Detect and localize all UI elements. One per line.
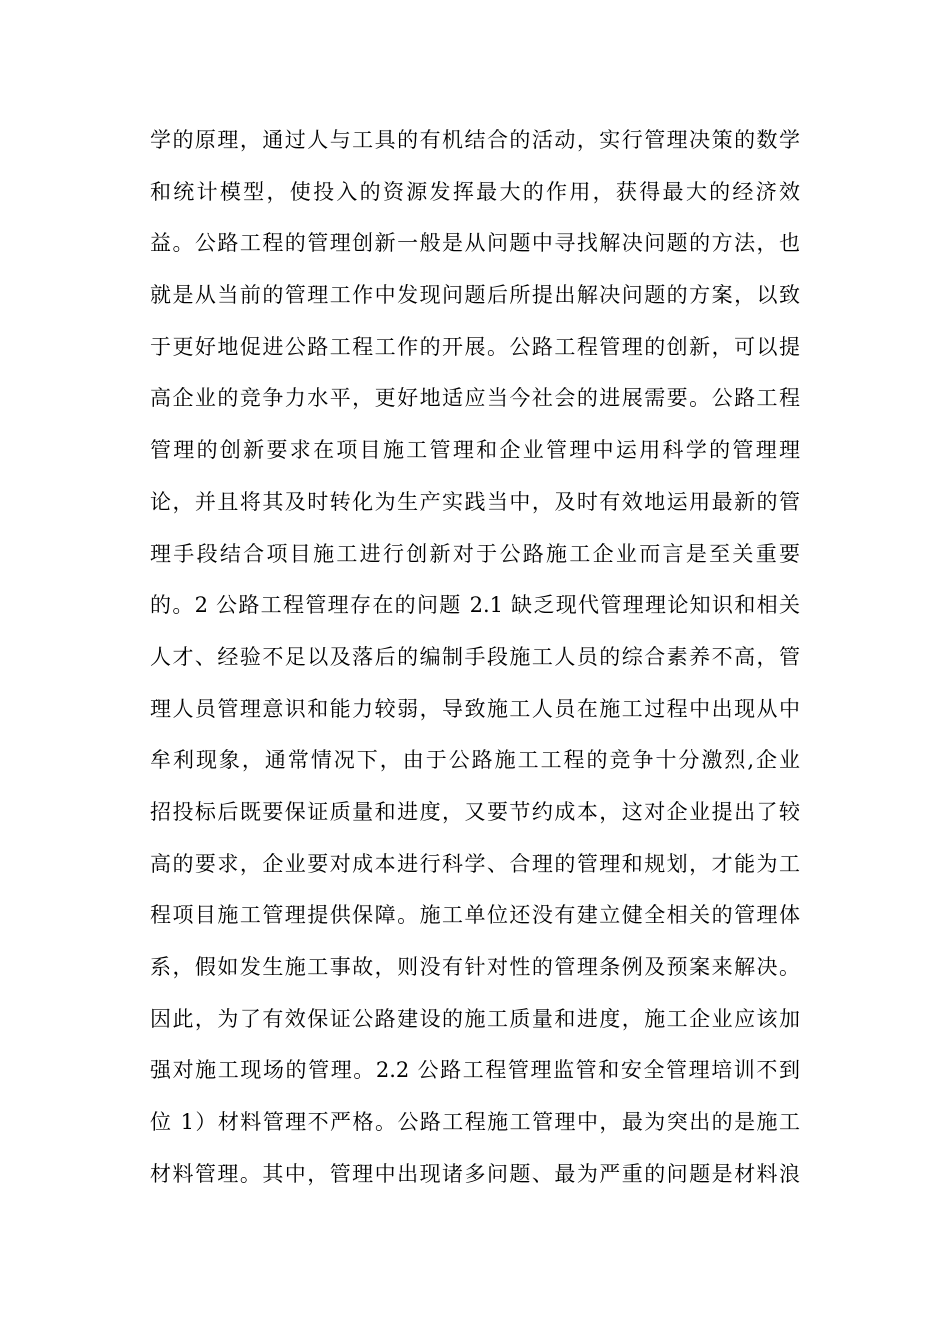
text-line: 高的要求，企业要对成本进行科学、合理的管理和规划，才能为工 [150, 851, 800, 876]
text-line: 和统计模型，使投入的资源发挥最大的作用，获得最大的经济效 [150, 179, 800, 204]
text-line: 系，假如发生施工事故，则没有针对性的管理条例及预案来解决。 [150, 955, 800, 979]
text-line: 程项目施工管理提供保障。施工单位还没有建立健全相关的管理体 [150, 903, 800, 928]
text-line: 于更好地促进公路工程工作的开展。公路工程管理的创新，可以提 [150, 334, 800, 359]
body-text [150, 115, 800, 1200]
text-line: 因此，为了有效保证公路建设的施工质量和进度，施工企业应该加 [150, 1006, 800, 1031]
text-line: 材料管理。其中，管理中出现诸多问题、最为严重的问题是材料浪 [150, 1161, 800, 1186]
text-line: 益。公路工程的管理创新一般是从问题中寻找解决问题的方法，也 [150, 231, 800, 256]
text-line: 招投标后既要保证质量和进度，又要节约成本，这对企业提出了较 [150, 799, 800, 824]
text-line: 位 1）材料管理不严格。公路工程施工管理中，最为突出的是施工 [150, 1110, 800, 1135]
text-line: 学的原理，通过人与工具的有机结合的活动，实行管理决策的数学 [150, 128, 800, 152]
text-line: 强对施工现场的管理。2.2 公路工程管理监管和安全管理培训不到 [150, 1058, 800, 1083]
text-line: 的。2 公路工程管理存在的问题 2.1 缺乏现代管理理论知识和相关 [150, 593, 800, 618]
text-line: 就是从当前的管理工作中发现问题后所提出解决问题的方案，以致 [150, 283, 800, 308]
text-line: 人才、经验不足以及落后的编制手段施工人员的综合素养不高，管 [150, 644, 800, 669]
text-line: 牟利现象，通常情况下，由于公路施工工程的竞争十分激烈,企业 [150, 748, 800, 773]
text-line: 理手段结合项目施工进行创新对于公路施工企业而言是至关重要 [150, 541, 800, 566]
text-line: 论，并且将其及时转化为生产实践当中，及时有效地运用最新的管 [150, 489, 800, 514]
text-line: 高企业的竞争力水平，更好地适应当今社会的进展需要。公路工程 [150, 386, 800, 411]
text-line: 理人员管理意识和能力较弱，导致施工人员在施工过程中出现从中 [150, 696, 800, 721]
text-line: 管理的创新要求在项目施工管理和企业管理中运用科学的管理理 [150, 438, 800, 463]
